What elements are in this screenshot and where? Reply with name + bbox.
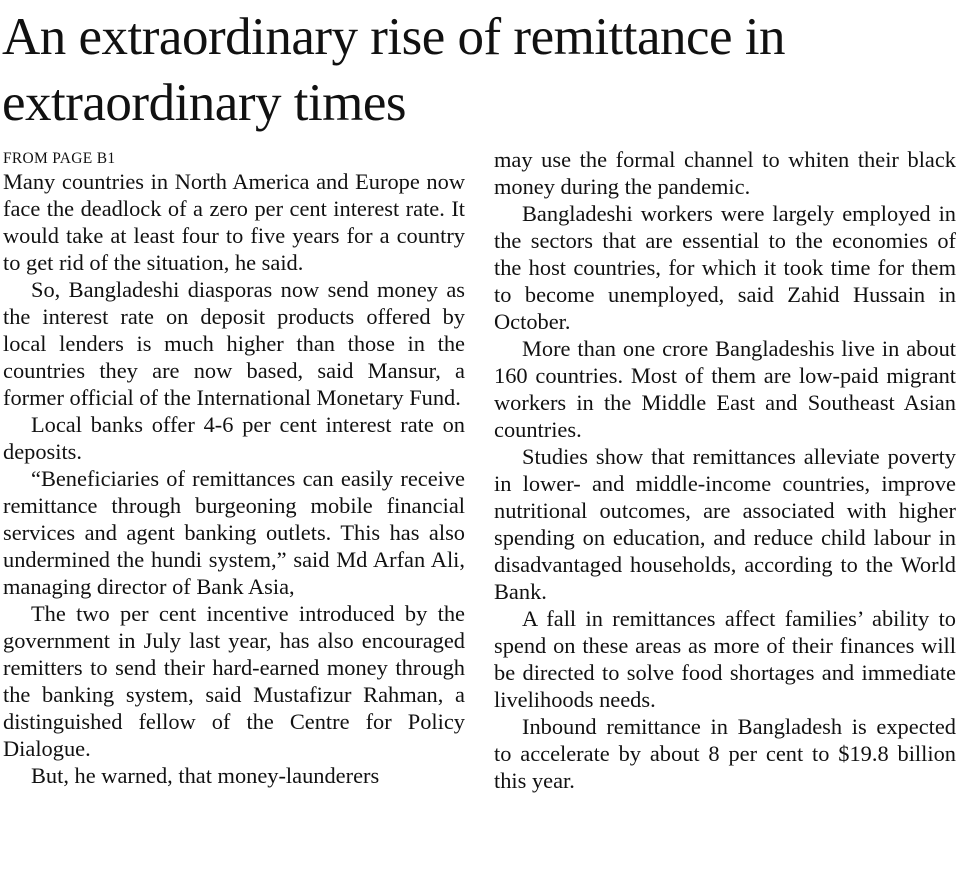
paragraph: But, he warned, that money-launderers bbox=[31, 763, 380, 788]
paragraph: Inbound remittance in Bangladesh is expected to accelerate by about 8 per cent to $19.8 billion this year. bbox=[494, 714, 956, 793]
article-column-left bbox=[3, 146, 465, 789]
headline: An extraordinary rise of remittance in extraordinary times bbox=[2, 8, 786, 132]
paragraph: Studies show that remittances alleviate poverty in lower- and middle-income countries, improve nutritional outcomes, are associated with higher spending on education, and reduce child labour in disadvantaged households, according to the World Bank. bbox=[494, 444, 956, 604]
paragraph: So, Bangladeshi diasporas now send money as the interest rate on deposit products offered by local lenders is much higher than those in the countries they are now based, said Mansur, a former official of the International Monetary Fund. bbox=[3, 277, 465, 410]
paragraph: A fall in remittances affect families’ ability to spend on these areas as more of their finances will be directed to solve food shortages and immediate livelihoods needs. bbox=[494, 606, 956, 712]
paragraph: Local banks offer 4-6 per cent interest rate on deposits. bbox=[3, 412, 465, 464]
paragraph: may use the formal channel to whiten their black money during the pandemic. bbox=[494, 147, 956, 199]
paragraph: The two per cent incentive introduced by the government in July last year, has also encouraged remitters to send their hard-earned money through the banking system, said Mustafizur Rahman, a distinguished fellow of the Centre for Policy Dialogue. bbox=[3, 601, 465, 761]
paragraph: More than one crore Bangladeshis live in about 160 countries. Most of them are low-paid migrant workers in the Middle East and Southeast Asian countries. bbox=[494, 336, 956, 442]
paragraph: Bangladeshi workers were largely employed in the sectors that are essential to the economies of the host countries, for which it took time for them to become unemployed, said Zahid Hussain in October. bbox=[494, 201, 956, 334]
article-column-right bbox=[494, 146, 956, 794]
continued-from-label: FROM PAGE B1 bbox=[3, 150, 116, 167]
paragraph: Many countries in North America and Europe now face the deadlock of a zero per cent interest rate. It would take at least four to five years for a country to get rid of the situation, he said. bbox=[3, 169, 465, 275]
paragraph: “Beneficiaries of remittances can easily receive remittance through burgeoning mobile financial services and agent banking outlets. This has also undermined the hundi system,” said Md Arfan Ali, managing director of Bank Asia, bbox=[3, 466, 465, 599]
